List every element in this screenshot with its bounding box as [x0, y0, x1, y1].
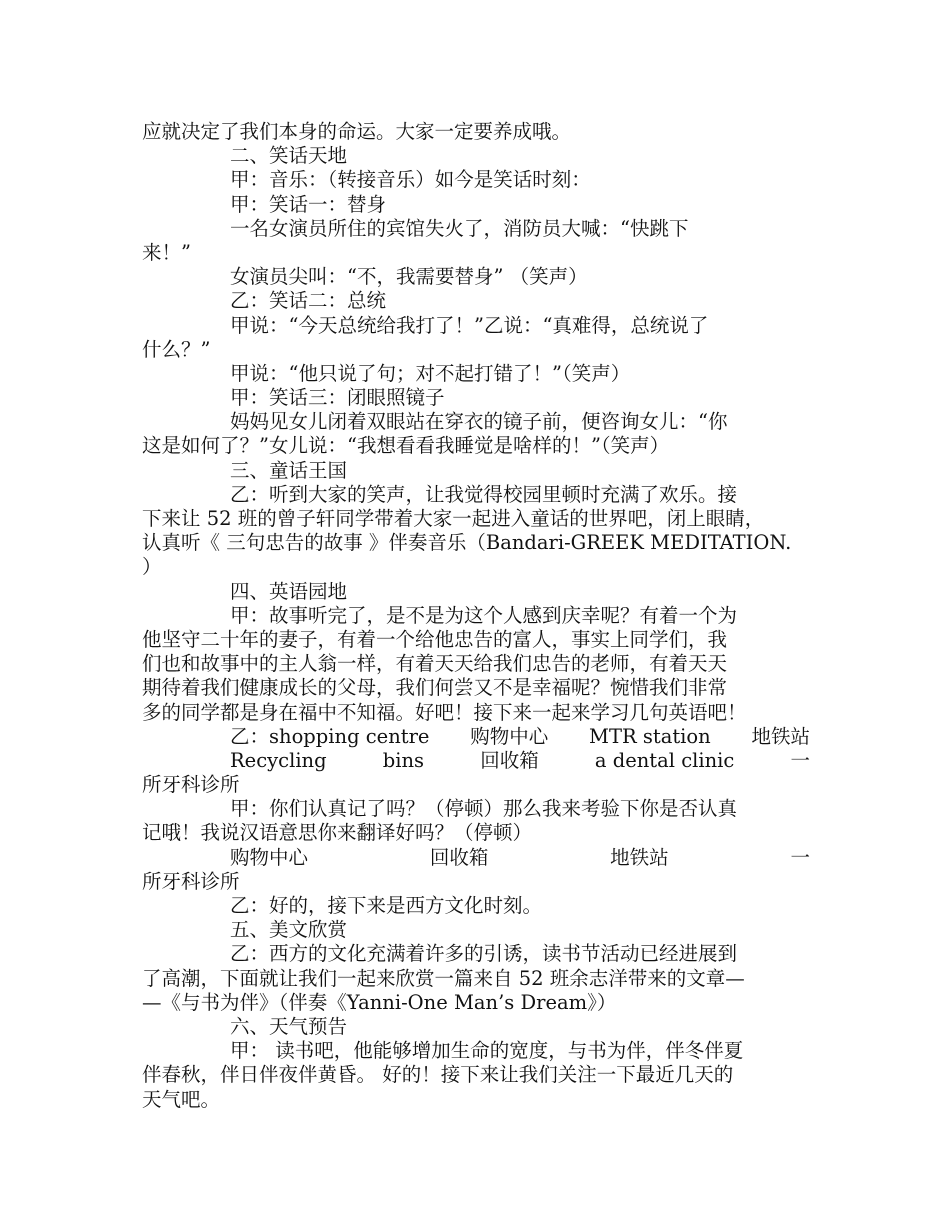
- text-line: 认真听《 三句忠告的故事 》伴奏音乐（Bandari-GREEK MEDITATION.: [142, 531, 792, 555]
- text-line: 甲：笑话一：替身: [230, 192, 387, 216]
- text-line: 他坚守二十年的妻子，有着一个给他忠告的富人，事实上同学们，我: [142, 627, 728, 651]
- text-line: 甲：音乐：（转接音乐）如今是笑话时刻：: [230, 168, 591, 192]
- vocab-item: 回收箱: [429, 845, 489, 869]
- vocab-row-3-continuation: 所牙科诊所: [142, 869, 240, 893]
- text-line: 乙：笑话二：总统: [230, 289, 387, 313]
- text-line: 天气吧。: [142, 1087, 221, 1111]
- text-line: 们也和故事中的主人翁一样，有着天天给我们忠告的老师，有着天天: [142, 652, 728, 676]
- text-line: 甲说：“他只说了句；对不起打错了！”（笑声）: [230, 361, 631, 385]
- text-line: 这是如何了？”女儿说：“我想看看我睡觉是啥样的！”（笑声）: [142, 434, 670, 458]
- vocab-item: 回收箱: [480, 748, 539, 772]
- vocab-item: 地铁站: [751, 724, 810, 748]
- text-line: 五、美文欣赏: [230, 918, 348, 942]
- vocab-row-1: [142, 725, 810, 749]
- text-line: 甲：你们认真记了吗？（停顿）那么我来考验下你是否认真: [230, 797, 738, 821]
- text-line: 期待着我们健康成长的父母，我们何尝又不是幸福呢？惋惜我们非常: [142, 676, 728, 700]
- text-line: ）: [142, 555, 162, 579]
- text-line: 乙：好的，接下来是西方文化时刻。: [230, 894, 543, 917]
- text-line: 甲：笑话三：闭眼照镜子: [230, 386, 445, 410]
- text-line: 下来让 52 班的曾子轩同学带着大家一起进入童话的世界吧，闭上眼睛，: [142, 507, 765, 530]
- text-line: 六、天气预告: [230, 1014, 348, 1038]
- text-line: 应就决定了我们本身的命运。大家一定要养成哦。: [142, 120, 572, 143]
- text-line: 多的同学都是身在福中不知福。好吧！接下来一起来学习几句英语吧！: [142, 700, 747, 724]
- vocab-item: MTR station: [589, 724, 711, 748]
- text-line: 三、童话王国: [230, 458, 348, 482]
- text-block-3: [142, 894, 810, 1112]
- vocab-item: bins: [382, 748, 425, 772]
- vocab-item: 一: [790, 748, 810, 772]
- text-line: 甲说：“今天总统给我打了！”乙说：“真难得，总统说了: [230, 313, 709, 337]
- text-line: 四、英语园地: [230, 579, 348, 603]
- vocab-row-3: [142, 846, 810, 870]
- vocab-item: 购物中心: [230, 845, 309, 869]
- vocab-item: 乙：shopping centre: [230, 724, 430, 748]
- text-line: 二、笑话天地: [230, 144, 348, 168]
- text-line: 甲：故事听完了，是不是为这个人感到庆幸呢？有着一个为: [230, 603, 738, 627]
- text-line: 记哦！我说汉语意思你来翻译好吗？（停顿）: [142, 821, 533, 845]
- text-line: 乙：听到大家的笑声，让我觉得校园里顿时充满了欢乐。接: [230, 482, 738, 506]
- text-line: 甲： 读书吧，他能够增加生命的宽度，与书为伴，伴冬伴夏: [230, 1039, 744, 1063]
- vocab-item: 一: [790, 845, 810, 869]
- text-block-2: [142, 797, 810, 845]
- vocab-item: 地铁站: [610, 845, 669, 869]
- vocab-row-2-continuation: 所牙科诊所: [142, 773, 240, 797]
- text-line: 伴春秋，伴日伴夜伴黄昏。 好的！接下来让我们关注一下最近几天的: [142, 1063, 734, 1087]
- text-line: 女演员尖叫：“不，我需要替身” （笑声）: [230, 265, 588, 289]
- text-line: —《与书为伴》（伴奏《Yanni-One Man’s Dream》）: [142, 990, 617, 1014]
- vocab-item: Recycling: [230, 748, 327, 772]
- vocab-item: 购物中心: [470, 724, 549, 748]
- vocab-row-2: [142, 749, 810, 773]
- vocab-item: a dental clinic: [594, 748, 735, 772]
- document-page: [142, 120, 810, 1112]
- text-line: 妈妈见女儿闭着双眼站在穿衣的镜子前，便咨询女儿：“你: [230, 410, 728, 434]
- text-line: 一名女演员所住的宾馆失火了，消防员大喊：“快跳下: [230, 216, 689, 240]
- text-line: 什么？”: [142, 337, 211, 361]
- text-line: 了高潮，下面就让我们一起来欣赏一篇来自 52 班余志洋带来的文章—: [142, 966, 745, 990]
- text-block-1: [142, 120, 810, 725]
- text-line: 乙：西方的文化充满着许多的引诱，读书节活动已经进展到: [230, 942, 738, 966]
- text-line: 来！”: [142, 240, 191, 264]
